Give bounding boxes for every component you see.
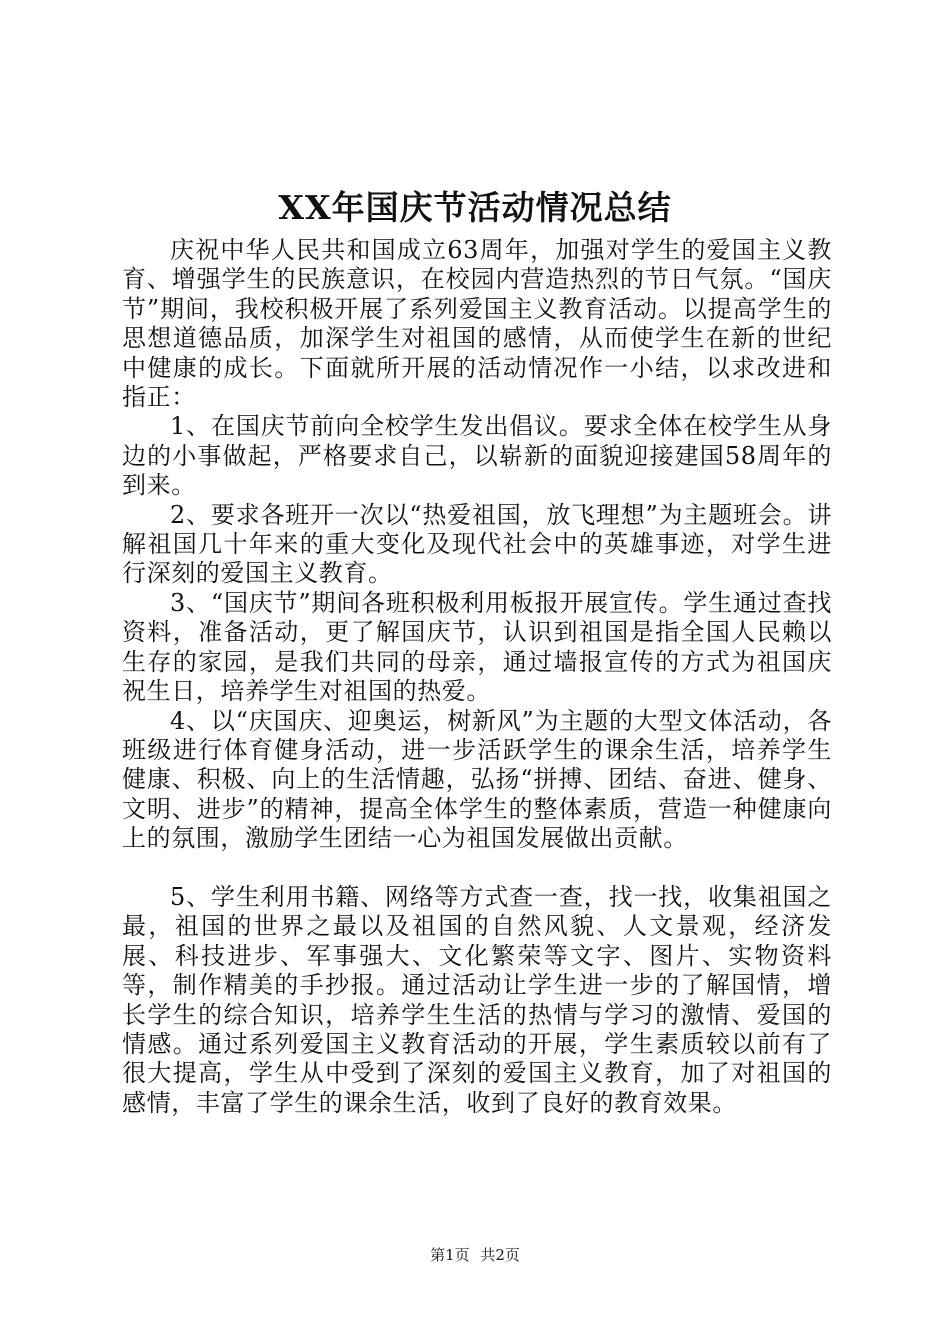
page-total: 共2页 bbox=[480, 1246, 520, 1264]
item-paragraph-1: 1、在国庆节前向全校学生发出倡议。要求全体在校学生从身边的小事做起，严格要求自己，以崭新的面貌迎接建国58周年的到来。 bbox=[122, 412, 832, 500]
intro-paragraph: 庆祝中华人民共和国成立63周年，加强对学生的爱国主义教育、增强学生的民族意识，在校园内营造热烈的节日气氛。“国庆节”期间，我校积极开展了系列爱国主义教育活动。以提高学生的思想道德品质，加深学生对祖国的感情，从而使学生在新的世纪中健康的成长。下面就所开展的活动情况作一小结，以求改进和指正： bbox=[122, 236, 832, 412]
item-paragraph-4: 4、以“庆国庆、迎奥运，树新风”为主题的大型文体活动，各班级进行体育健身活动，进一步活跃学生的课余生活，培养学生健康、积极、向上的生活情趣，弘扬“拼搏、团结、奋进、健身、文明、进步”的精神，提高全体学生的整体素质，营造一种健康向上的氛围，激励学生团结一心为祖国发展做出贡献。 bbox=[122, 706, 832, 853]
item-paragraph-5: 5、学生利用书籍、网络等方式查一查，找一找，收集祖国之最，祖国的世界之最以及祖国的自然风貌、人文景观，经济发展、科技进步、军事强大、文化繁荣等文字、图片、实物资料等，制作精美的手抄报。通过活动让学生进一步的了解国情，增长学生的综合知识，培养学生生活的热情与学习的激情、爱国的情感。通过系列爱国主义教育活动的开展，学生素质较以前有了很大提高，学生从中受到了深刻的爱国主义教育，加了对祖国的感情，丰富了学生的课余生活，收到了良好的教育效果。 bbox=[122, 882, 832, 1117]
item-paragraph-3: 3、“国庆节”期间各班积极利用板报开展宣传。学生通过查找资料，准备活动，更了解国庆节，认识到祖国是指全国人民赖以生存的家园，是我们共同的母亲，通过墙报宣传的方式为祖国庆祝生日，培养学生对祖国的热爱。 bbox=[122, 588, 832, 706]
page-footer bbox=[0, 1245, 950, 1265]
document-body bbox=[122, 236, 832, 1118]
page-number: 第1页 bbox=[430, 1246, 470, 1264]
document-title: XX年国庆节活动情况总结 bbox=[278, 188, 672, 227]
item-paragraph-2: 2、要求各班开一次以“热爱祖国，放飞理想”为主题班会。讲解祖国几十年来的重大变化及现代社会中的英雄事迹，对学生进行深刻的爱国主义教育。 bbox=[122, 500, 832, 588]
